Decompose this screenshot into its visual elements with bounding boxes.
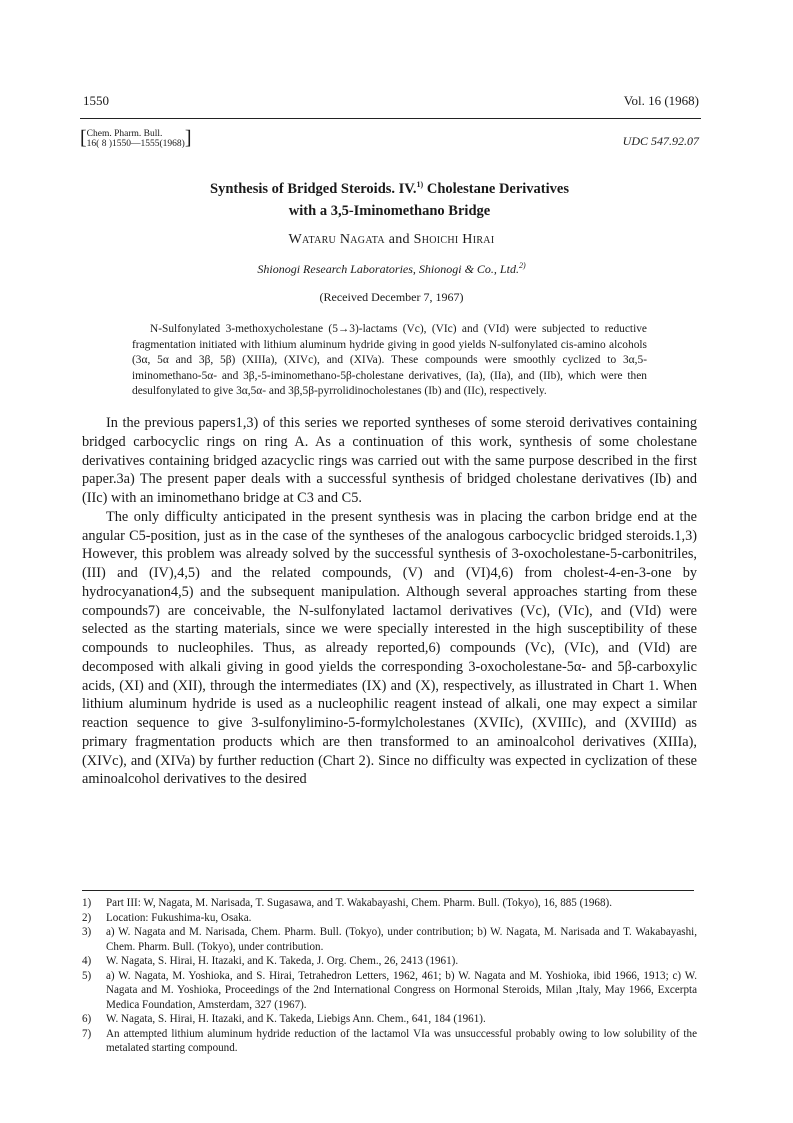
footnote [82, 1027, 697, 1056]
footnote-number: 7) [82, 1027, 92, 1040]
udc-code: UDC 547.92.07 [622, 134, 699, 148]
footnote-number: 6) [82, 1013, 92, 1025]
footnote-text: An attempted lithium aluminum hydride reduction of the lactamol VIa was unsuccessful probably owing to low solubility of the metalated starting compound. [106, 1027, 697, 1054]
footnote-text: a) W. Nagata and M. Narisada, Chem. Pharm. Bull. (Tokyo), under contribution; b) W. Nagata, M. Narisada and T. Wakabayashi, Chem. Pharm. Bull. (Tokyo), under contribution. [106, 926, 697, 953]
author-2: Shoichi Hirai [413, 232, 495, 247]
abstract [132, 322, 647, 400]
footnote [82, 969, 697, 1013]
affiliation [90, 262, 693, 277]
paragraph-2: The only difficulty anticipated in the present synthesis was in placing the carbon bridge end at the angular C5-position, just as in the case of the syntheses of the analogous carbocyclic bridged steroids.1,3) However, this problem was already solved by the successful synthesis of 3-oxocholestane-5-carbonitriles, (III) and (IV),4,5) and the related compounds, (V) and (VI)4,6) from cholest-4-en-3-one by hydrocyanation4,5) and the subsequent manipulation. Although several approaches starting from these compounds7) are conceivable, the N-sulfonylated lactamol derivatives (Vc), (VIc), and (VId) were selected as the starting materials, since we were specially interested in the high susceptibility of these compounds to nucleophiles. Thus, as already reported,6) compounds (Vc), (VIc), and (VId) are decomposed with alkali giving in good yields the corresponding 3-oxocholestane-5α- and 5β-carboxylic acids, (XI) and (XII), through the intermediates (IX) and (X), respectively, as illustrated in Chart 1. When lithium aluminum hydride is used as a nucleophilic reagent instead of alkali, one may expect a similar reaction sequence to give 3-sulfonylimino-5-formylcholestanes (XVIIc), (XVIIIc), and (XVIIId) as primary fragmentation products which are then transformed to an aminoalcohol derivatives (XIIIa), (XIVc), and (XIVa) by further reduction (Chart 2). Since no difficulty was expected in cyclization of these aminoalcohol derivatives to the desired [82, 508, 697, 788]
title-line2: with a 3,5-Iminomethano Bridge [288, 203, 491, 219]
header-rule [80, 118, 701, 119]
footnotes [82, 896, 697, 1056]
journal-ref-line2: 16( 8 )1550—1555(1968) [86, 139, 185, 149]
title-part1: Synthesis of Bridged Steroids. IV. [210, 181, 417, 197]
journal-reference [80, 128, 192, 149]
left-bracket: [ [80, 127, 87, 149]
page-number: 1550 [83, 93, 109, 108]
footnote-number: 3) [82, 926, 92, 938]
footnote [82, 1012, 697, 1027]
footnote-number: 4) [82, 955, 92, 967]
footnote-number: 1) [82, 897, 92, 909]
author-conjunction: and [384, 232, 414, 247]
paragraph-1: In the previous papers1,3) of this series we reported syntheses of some steroid derivatives containing bridged carbocyclic rings on ring A. As a continuation of this work, synthesis of some cholestane derivatives containing bridged azacyclic rings was carried out with the same purpose described in the first paper.3a) The present paper deals with a successful synthesis of bridged cholestane derivatives (Ib) and (IIc) with an iminomethano bridge at C3 and C5. [82, 415, 697, 506]
authors [90, 232, 693, 248]
body-text [82, 414, 697, 789]
footnote-number: 2) [82, 911, 92, 924]
author-1: Wataru Nagata [288, 232, 385, 247]
footnote-text: W. Nagata, S. Hirai, H. Itazaki, and K. Takeda, J. Org. Chem., 26, 2413 (1961). [106, 955, 459, 967]
affiliation-footnote-ref: 2) [518, 261, 526, 270]
running-header [83, 93, 699, 113]
footnote-text: Part III: W, Nagata, M. Narisada, T. Sugasawa, and T. Wakabayashi, Chem. Pharm. Bull. (Tokyo), 16, 885 (1968). [106, 897, 612, 909]
footnote [82, 911, 697, 926]
footnote [82, 954, 697, 969]
abstract-text: N-Sulfonylated 3-methoxycholestane (5→3)-lactams (Vc), (VIc) and (VId) were subjected to reductive fragmentation initiated with lithium aluminum hydride giving in good yields N-sulfonylated cis-amino alcohols (3α, 5α and 3β, 5β) (XIIIa), (XIVc), and (XIVa). These compounds were smoothly cyclized to 3α,5-iminomethano-5α- and 3β,-5-iminomethano-5β-cholestane derivatives, (Ia), (IIa), and (IIb), which were then desulfonylated to give 3α,5α- and 3β,5β-pyrrolidinocholestanes (Ib) and (IIc), respectively. [132, 323, 647, 398]
footnote-rule [82, 890, 694, 891]
title-part2: Cholestane Derivatives [423, 181, 569, 197]
footnote-text: a) W. Nagata, M. Yoshioka, and S. Hirai, Tetrahedron Letters, 1962, 461; b) W. Nagata and M. Yoshioka, ibid 1966, 1913; c) W. Nagata and M. Yoshioka, Proceedings of the 2nd International Congress on Hormonal Steroids, Milan ,Italy, May 1966, Excerpta Medica Foundation, Amsterdam, 327 (1967). [106, 969, 697, 1011]
volume-label: Vol. 16 (1968) [623, 93, 699, 108]
footnote [82, 896, 697, 911]
journal-ref-line1: Chem. Pharm. Bull. [86, 129, 163, 139]
article-title [90, 178, 689, 222]
right-bracket: ] [184, 127, 192, 149]
footnote-number: 5) [82, 969, 92, 982]
received-date: (Received December 7, 1967) [319, 290, 464, 304]
title-footnote-ref: 1) [416, 180, 424, 190]
affiliation-text: Shionogi Research Laboratories, Shionogi & Co., Ltd. [257, 262, 519, 276]
footnote-text: W. Nagata, S. Hirai, H. Itazaki, and K. Takeda, Liebigs Ann. Chem., 641, 184 (1961). [106, 1013, 486, 1025]
footnote-text: Location: Fukushima-ku, Osaka. [106, 911, 252, 924]
footnote [82, 925, 697, 954]
